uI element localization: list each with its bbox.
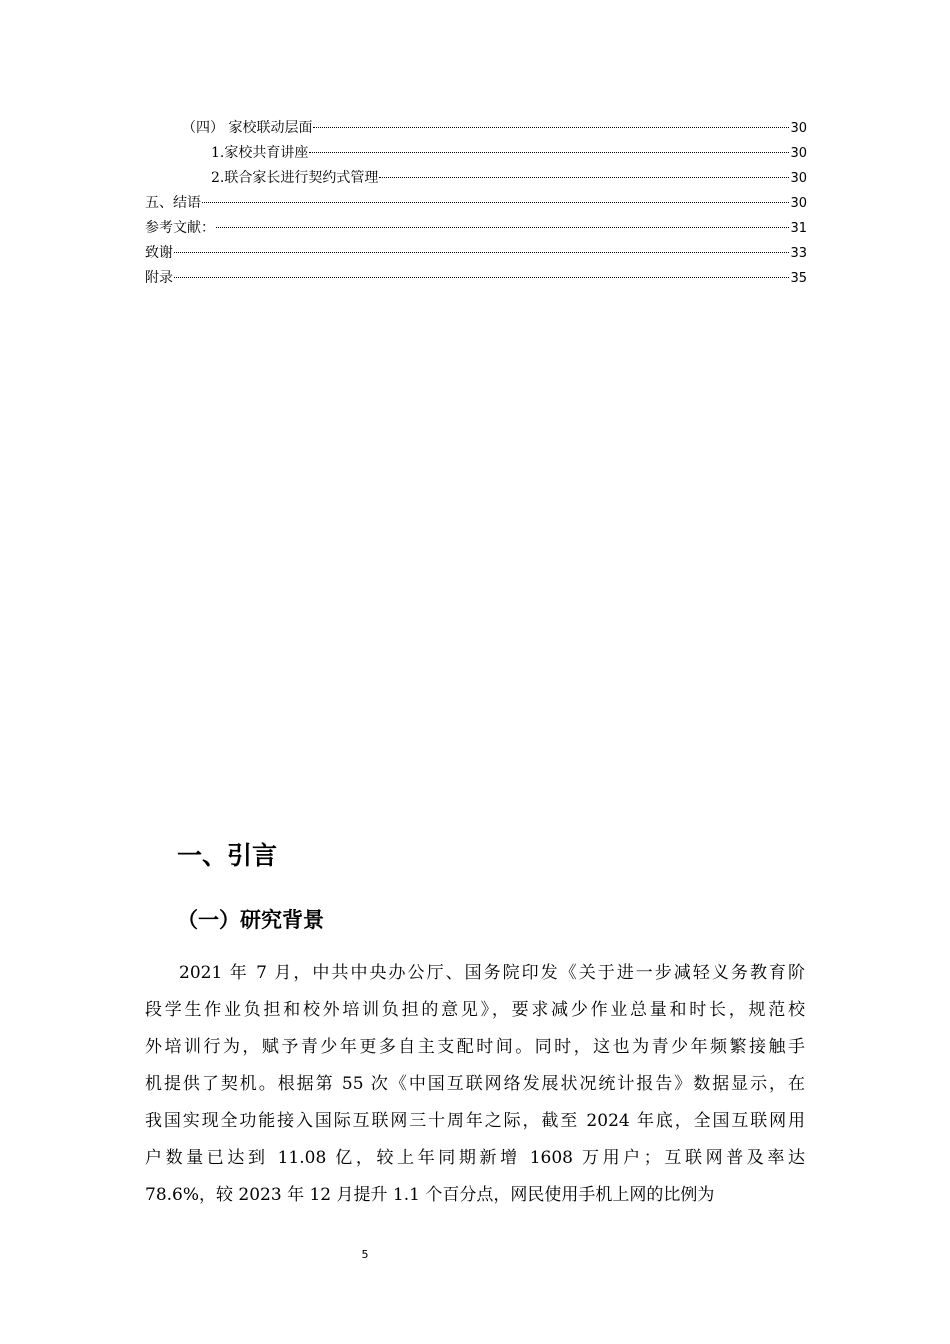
toc-entry[interactable] xyxy=(145,141,807,166)
toc-entry[interactable] xyxy=(145,166,807,191)
paragraph-line: 段学生作业负担和校外培训负担的意见》，要求减少作业总量和时长，规范校 xyxy=(145,1000,805,1020)
paragraph-line: 机提供了契机。根据第 55 次《中国互联网络发展状况统计报告》数据显示，在 xyxy=(145,1074,805,1094)
toc-leader-dots xyxy=(309,152,789,153)
toc-entry-label: 附录 xyxy=(145,270,173,286)
toc-entry-label: 五、结语 xyxy=(145,195,201,211)
page-number: 5 xyxy=(361,1248,369,1261)
paragraph-line: 78.6%，较 2023 年 12 月提升 1.1 个百分点，网民使用手机上网的比例为 xyxy=(145,1185,715,1205)
toc-entry-page: 30 xyxy=(790,121,807,136)
toc-entry[interactable] xyxy=(145,216,807,241)
toc-entry[interactable] xyxy=(145,116,807,141)
paragraph-line: 我国实现全功能接入国际互联网三十周年之际，截至 2024 年底，全国互联网用 xyxy=(145,1111,805,1131)
toc-entry-page: 30 xyxy=(790,146,807,161)
toc-leader-dots xyxy=(313,127,789,128)
toc-entry[interactable] xyxy=(145,266,807,291)
toc-leader-dots xyxy=(202,202,789,203)
toc-entry-label: 致谢 xyxy=(145,245,173,261)
body-paragraph xyxy=(145,955,805,1214)
paragraph-line: 户数量已达到 11.08 亿，较上年同期新增 1608 万用户；互联网普及率达 xyxy=(145,1148,805,1168)
toc-entry-label: （四） 家校联动层面 xyxy=(182,120,313,136)
toc-entry-page: 30 xyxy=(790,196,807,211)
toc-entry[interactable] xyxy=(145,241,807,266)
toc-entry-label: 参考文献： xyxy=(145,220,215,236)
toc-entry-page: 30 xyxy=(790,171,807,186)
toc-entry-page: 31 xyxy=(790,221,807,236)
toc-leader-dots xyxy=(379,177,789,178)
toc-entry-label: 1.家校共育讲座 xyxy=(211,145,309,161)
section-heading: （一）研究背景 xyxy=(177,908,324,932)
toc-entry-page: 33 xyxy=(790,246,807,261)
toc-leader-dots xyxy=(216,227,789,228)
paragraph-line: 外培训行为，赋予青少年更多自主支配时间。同时，这也为青少年频繁接触手 xyxy=(145,1037,805,1057)
toc-leader-dots xyxy=(174,277,789,278)
table-of-contents xyxy=(145,116,807,291)
paragraph-line: 2021 年 7 月，中共中央办公厅、国务院印发《关于进一步减轻义务教育阶 xyxy=(179,963,805,983)
toc-entry-page: 35 xyxy=(790,271,807,286)
toc-leader-dots xyxy=(174,252,789,253)
chapter-heading: 一、引言 xyxy=(177,841,278,870)
toc-entry-label: 2.联合家长进行契约式管理 xyxy=(211,170,379,186)
toc-entry[interactable] xyxy=(145,191,807,216)
